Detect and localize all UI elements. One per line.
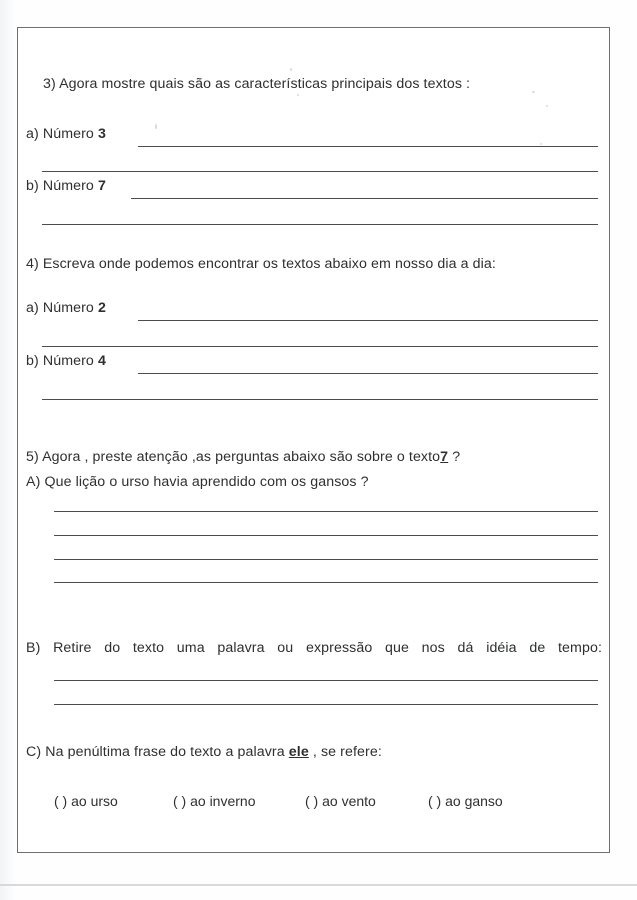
answer-rule-q5a-4[interactable] bbox=[54, 582, 598, 583]
scan-bottom-edge bbox=[0, 884, 637, 886]
option-label: ao vento bbox=[322, 793, 376, 809]
question-5-text-reference: 7 bbox=[440, 449, 449, 465]
item-label-text: b) Número bbox=[26, 353, 94, 369]
option-ao-urso[interactable] bbox=[54, 793, 118, 809]
option-marker[interactable]: ( ) bbox=[54, 793, 68, 809]
question-5-prompt bbox=[26, 449, 460, 465]
answer-rule-q3-a-1[interactable] bbox=[138, 146, 598, 147]
question-5c-text: Na penúltima frase do texto a palavra bbox=[45, 744, 285, 760]
question-3-prompt: 3) Agora mostre quais são as características principais dos textos : bbox=[43, 76, 471, 92]
item-number-value: 4 bbox=[97, 353, 106, 369]
question-5c-text-suffix: , se refere: bbox=[312, 744, 382, 760]
answer-rule-q5b-1[interactable] bbox=[54, 680, 598, 681]
answer-rule-q5a-1[interactable] bbox=[54, 511, 598, 512]
question-5b-label: B) bbox=[26, 640, 41, 656]
scan-artifact-speck bbox=[540, 143, 542, 145]
question-4-prompt: 4) Escreva onde podemos encontrar os textos abaixo em nosso dia a dia: bbox=[26, 256, 496, 272]
question-3-item-a-label bbox=[26, 126, 106, 142]
answer-rule-q5a-2[interactable] bbox=[54, 535, 598, 536]
question-5c-label: C) bbox=[26, 744, 42, 760]
option-label: ao inverno bbox=[190, 793, 256, 809]
question-5b bbox=[26, 640, 602, 656]
page-frame bbox=[17, 27, 610, 853]
scan-artifact-speck bbox=[532, 91, 535, 93]
option-marker[interactable]: ( ) bbox=[428, 793, 442, 809]
answer-rule-q5b-2[interactable] bbox=[54, 704, 598, 705]
answer-rule-q4-a-2[interactable] bbox=[42, 346, 598, 347]
answer-rule-q3-a-2[interactable] bbox=[42, 171, 598, 172]
item-label-text: a) Número bbox=[26, 126, 94, 142]
item-number-value: 2 bbox=[97, 300, 106, 316]
answer-rule-q4-b-1[interactable] bbox=[138, 373, 598, 374]
answer-rule-q3-b-1[interactable] bbox=[131, 198, 598, 199]
scan-artifact-speck bbox=[297, 94, 299, 96]
option-label: ao ganso bbox=[445, 793, 503, 809]
option-marker[interactable]: ( ) bbox=[173, 793, 187, 809]
question-4-item-b-label bbox=[26, 353, 106, 369]
scan-artifact-speck bbox=[155, 124, 157, 129]
answer-rule-q3-b-2[interactable] bbox=[42, 224, 598, 225]
answer-rule-q5a-3[interactable] bbox=[54, 559, 598, 560]
question-3-item-b-label bbox=[26, 178, 106, 194]
option-ao-ganso[interactable] bbox=[428, 793, 503, 809]
worksheet-content bbox=[18, 28, 611, 854]
question-5c bbox=[26, 744, 382, 760]
question-5a-label: A) bbox=[26, 474, 41, 490]
question-5-prompt-suffix: ? bbox=[452, 449, 461, 465]
answer-rule-q4-a-1[interactable] bbox=[138, 320, 598, 321]
question-5a bbox=[26, 474, 369, 490]
scan-artifact-speck bbox=[290, 68, 292, 71]
item-number-value: 7 bbox=[97, 178, 106, 194]
item-label-text: b) Número bbox=[26, 178, 94, 194]
answer-rule-q4-b-2[interactable] bbox=[42, 399, 598, 400]
option-ao-vento[interactable] bbox=[305, 793, 376, 809]
question-5c-emphasis-word: ele bbox=[288, 744, 309, 760]
question-4-item-a-label bbox=[26, 300, 106, 316]
scan-artifact-speck bbox=[546, 105, 548, 107]
option-marker[interactable]: ( ) bbox=[305, 793, 319, 809]
question-5a-text: Que lição o urso havia aprendido com os gansos ? bbox=[44, 474, 369, 490]
question-5c-options bbox=[18, 793, 611, 817]
question-5b-text: Retire do texto uma palavra ou expressão que nos dá idéia de tempo: bbox=[53, 640, 602, 656]
question-5-prompt-text: 5) Agora , preste atenção ,as perguntas abaixo são sobre o texto bbox=[26, 449, 441, 465]
option-ao-inverno[interactable] bbox=[173, 793, 256, 809]
scan-edge-shadow bbox=[0, 0, 17, 900]
item-number-value: 3 bbox=[97, 126, 106, 142]
item-label-text: a) Número bbox=[26, 300, 94, 316]
option-label: ao urso bbox=[71, 793, 118, 809]
